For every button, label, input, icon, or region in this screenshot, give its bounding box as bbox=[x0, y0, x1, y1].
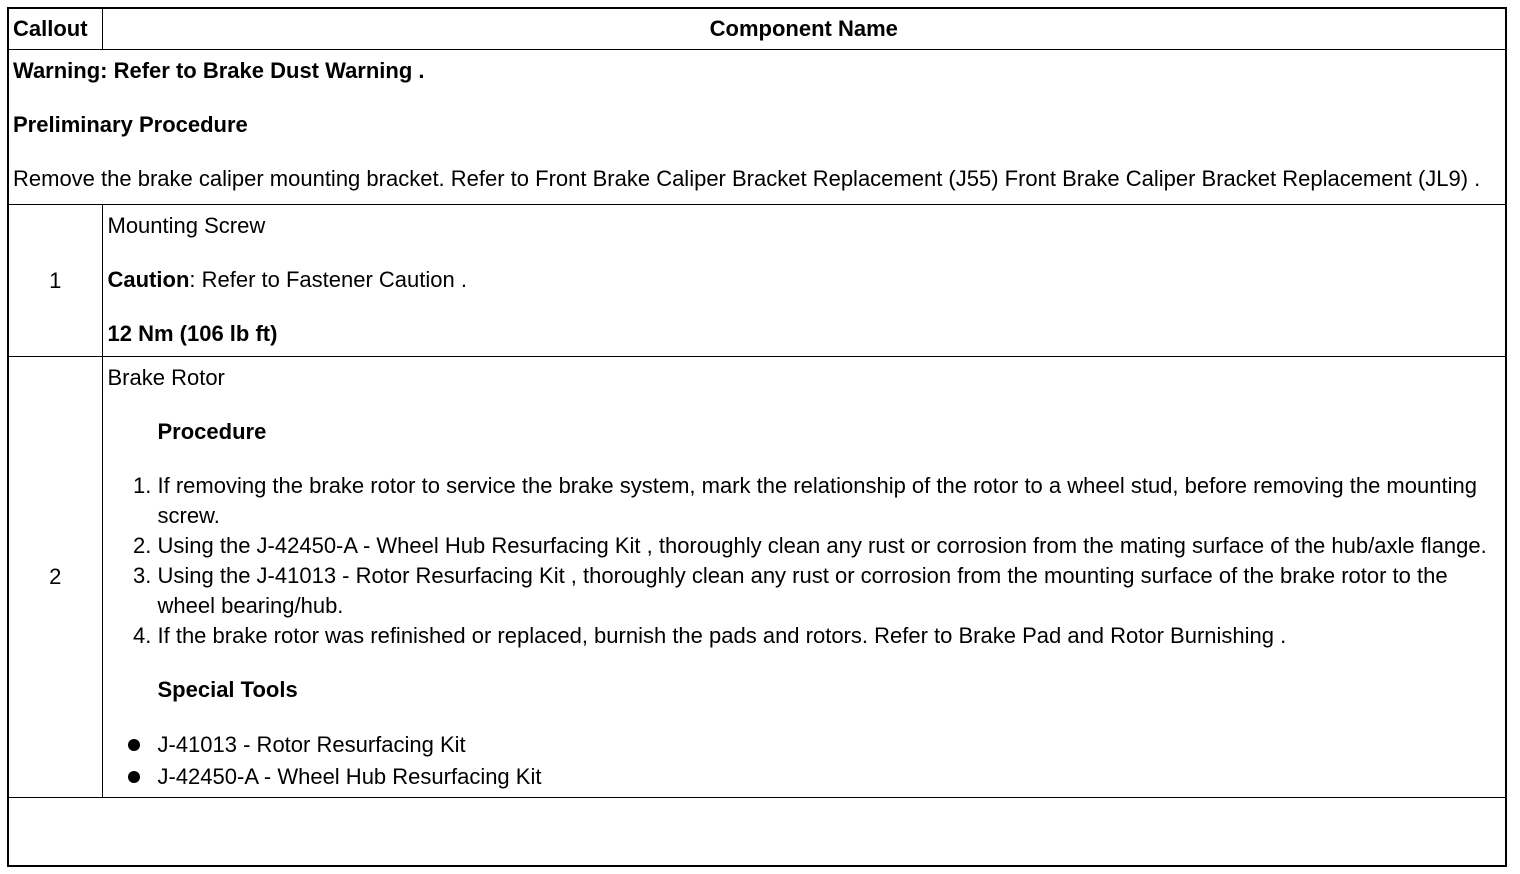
procedure-heading: Procedure bbox=[157, 419, 267, 444]
component-cell bbox=[102, 357, 1505, 798]
procedure-step: 3. Using the J-41013 - Rotor Resurfacing Kit , thoroughly clean any rust or corrosion from the mounting surface of the brake rotor to the wheel bearing/hub. bbox=[158, 561, 1502, 621]
procedure-step: 2. Using the J-42450-A - Wheel Hub Resurfacing Kit , thoroughly clean any rust or corrosion from the mating surface of the hub/axle flange. bbox=[158, 531, 1502, 561]
table-row bbox=[9, 205, 1505, 357]
procedure-steps bbox=[108, 471, 1502, 651]
preliminary-cell bbox=[9, 50, 1505, 205]
preliminary-instruction: Remove the brake caliper mounting bracket. Refer to Front Brake Caliper Bracket Replacement (J55) Front Brake Caliper Bracket Replacement (JL9) . bbox=[13, 166, 1481, 191]
callout-column-header: Callout bbox=[9, 9, 102, 50]
caution-line bbox=[108, 265, 1502, 295]
caution-label: Caution bbox=[107, 267, 190, 292]
callout-number: 1 bbox=[9, 205, 102, 357]
preliminary-row bbox=[9, 50, 1505, 205]
callout-number: 2 bbox=[9, 357, 102, 798]
procedure-table-frame bbox=[7, 7, 1507, 867]
special-tool-item: J-41013 - Rotor Resurfacing Kit bbox=[158, 729, 1502, 761]
preliminary-heading: Preliminary Procedure bbox=[13, 112, 248, 137]
special-tool-item: J-42450-A - Wheel Hub Resurfacing Kit bbox=[158, 761, 1502, 793]
special-tools-heading: Special Tools bbox=[157, 677, 298, 702]
brake-dust-warning: Warning: Refer to Brake Dust Warning . bbox=[13, 58, 425, 83]
component-cell bbox=[102, 205, 1505, 357]
caution-text: : Refer to Fastener Caution . bbox=[189, 267, 467, 292]
procedure-step: 1. If removing the brake rotor to service the brake system, mark the relationship of the rotor to a wheel stud, before removing the mounting screw. bbox=[158, 471, 1502, 531]
component-name-column-header: Component Name bbox=[102, 9, 1505, 50]
procedure-table bbox=[9, 9, 1505, 798]
table-row bbox=[9, 357, 1505, 798]
torque-spec: 12 Nm (106 lb ft) bbox=[107, 321, 278, 346]
special-tools-list bbox=[108, 729, 1502, 793]
component-name: Brake Rotor bbox=[107, 365, 225, 390]
procedure-step: 4. If the brake rotor was refinished or replaced, burnish the pads and rotors. Refer to Brake Pad and Rotor Burnishing . bbox=[158, 621, 1502, 651]
table-header-row bbox=[9, 9, 1505, 50]
component-name: Mounting Screw bbox=[107, 213, 266, 238]
